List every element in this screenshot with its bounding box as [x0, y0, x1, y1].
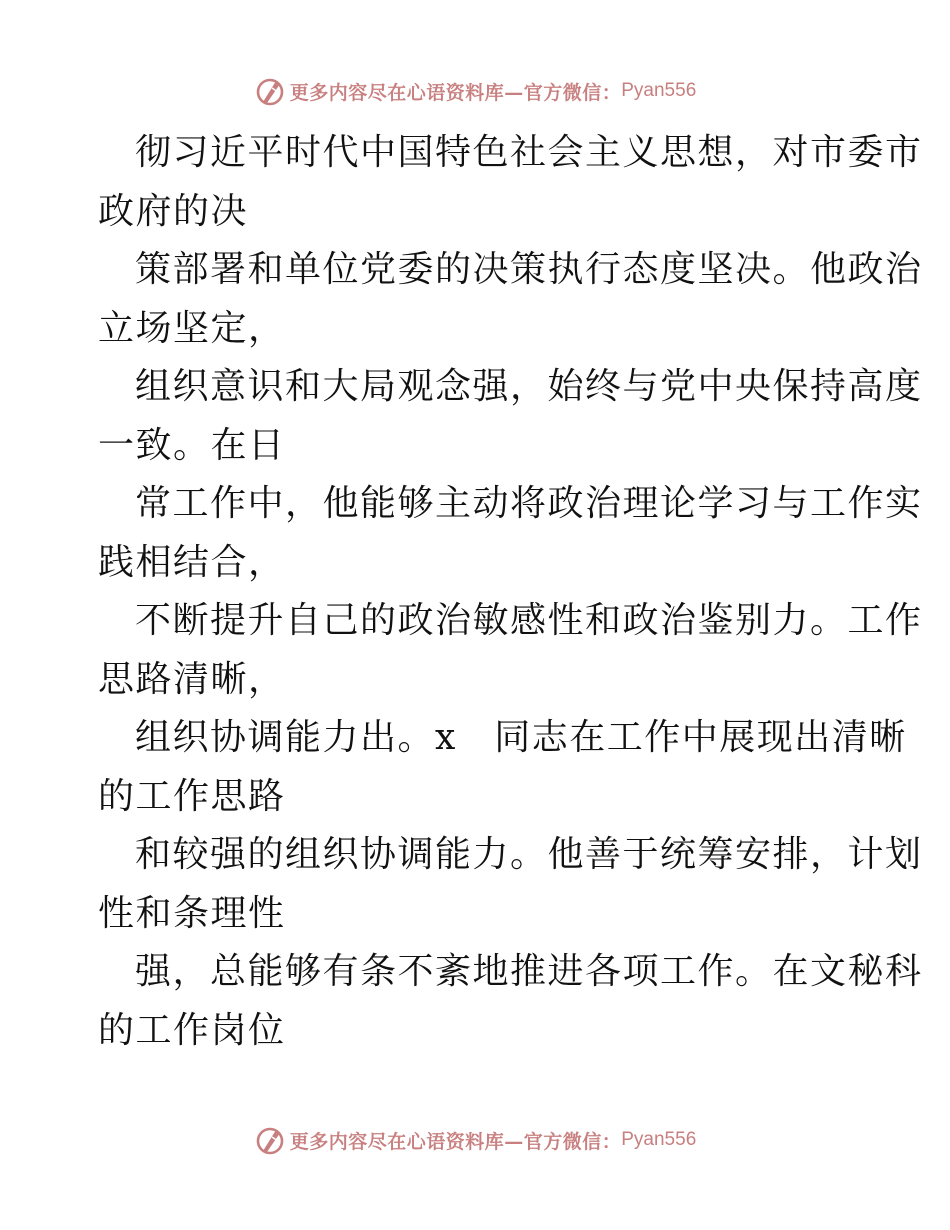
watermark-text: 更多内容尽在心语资料库—官方微信： — [289, 81, 622, 104]
text-line: 思路清晰， — [98, 658, 286, 700]
watermark-text: 更多内容尽在心语资料库—官方微信： — [289, 1130, 622, 1153]
watermark-wechat-id: Pyan556 — [621, 80, 697, 101]
text-line: 组织意识和大局观念强，始终与党中央保持高度 — [135, 366, 923, 407]
text-line: 常工作中，他能够主动将政治理论学习与工作实 — [135, 483, 923, 524]
quill-logo-icon — [254, 1124, 286, 1156]
text-line: 不断提升自己的政治敏感性和政治鉴别力。工作 — [135, 600, 923, 641]
text-line: 强，总能够有条不紊地推进各项工作。在文秘科 — [135, 951, 923, 992]
text-line: 和较强的组织协调能力。他善于统筹安排，计划 — [135, 834, 923, 875]
text-line: 一致。在日 — [98, 424, 286, 466]
header-watermark — [0, 71, 950, 111]
text-line: 性和条理性 — [98, 892, 286, 934]
text-line: 立场坚定， — [98, 307, 286, 349]
text-line: 政府的决 — [98, 190, 249, 232]
text-line: 组织协调能力出。x 同志在工作中展现出清晰 — [135, 717, 907, 758]
text-line: 的工作思路 — [98, 775, 286, 817]
footer-watermark — [0, 1120, 950, 1160]
watermark-wechat-id: Pyan556 — [621, 1129, 697, 1150]
text-line: 的工作岗位 — [98, 1009, 286, 1051]
body-text — [98, 124, 923, 1060]
quill-logo-icon — [254, 75, 286, 107]
text-line: 策部署和单位党委的决策执行态度坚决。他政治 — [135, 249, 923, 290]
text-line: 践相结合， — [98, 541, 286, 583]
text-line: 彻习近平时代中国特色社会主义思想，对市委市 — [135, 132, 923, 173]
